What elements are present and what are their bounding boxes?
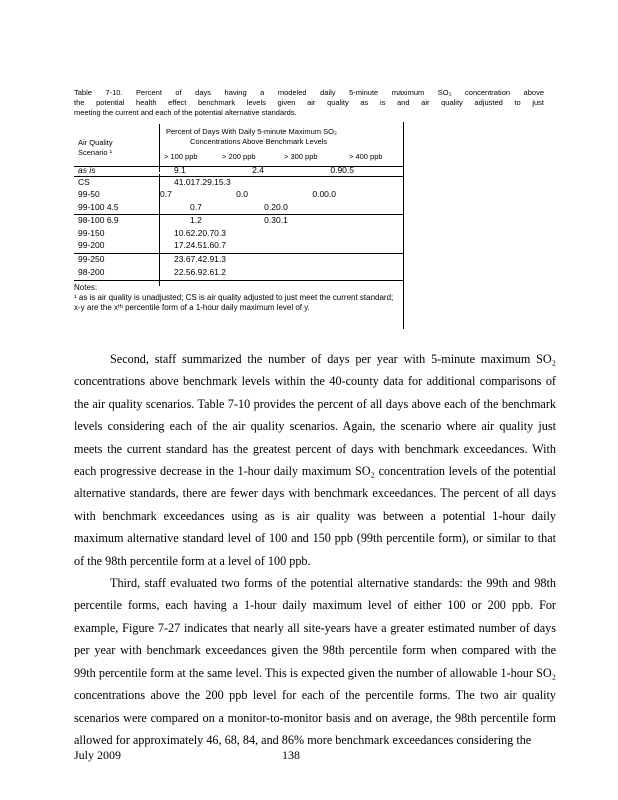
row-values: 10.62.20.70.3 [174, 228, 226, 238]
row-values: 9.1 2.4 0.90.5 [174, 165, 354, 175]
row-values: 1.2 0.30.1 [190, 215, 288, 225]
row-scenario: 99-150 [78, 228, 105, 238]
notes-label: Notes: [74, 283, 98, 292]
paragraph: Second, staff summarized the number of days per year with 5-minute maximum SO₂ concentrations above benchmark levels within the 40-county data for additional comparisons of the air quality scenarios. Table 7-10 provides the percent of all days above each of the benchmark levels considering each of the air quality scenarios. Again, the scenario where air quality just meets the current standard has the greatest percent of days with benchmark exceedances. With each progressive decrease in the 1-hour daily maximum SO₂ concentration levels of the potential alternative standards, there are fewer days with benchmark exceedances. The percent of all days with benchmark exceedances using as is air quality was between a potential 1-hour daily maximum alternative standard level of 100 and 150 ppb (99th percentile form), or similar to that of the 98th percentile form at a level of 100 ppb. [74, 352, 556, 568]
caption-line-1: Table 7-10. Percent of days having a modeled daily 5-minute maximum SO₂ concentration above [74, 88, 544, 97]
row-values: 23.67.42.91.3 [174, 254, 226, 264]
col-header-400: > 400 ppb [349, 152, 383, 161]
table-column-divider [159, 124, 160, 172]
row-values: 0.7 0.0 0.00.0 [160, 189, 336, 199]
row-values: 41.017.29.15.3 [174, 177, 231, 187]
row-scenario: 99-50 [78, 189, 100, 199]
row-scenario: 99-100 4.5 [78, 202, 119, 212]
row-scenario: 99-250 [78, 254, 105, 264]
row-values: 17.24.51.60.7 [174, 240, 226, 250]
body-text [74, 348, 556, 751]
row-values: 0.7 0.20.0 [190, 202, 288, 212]
caption-line-2: the potential health effect benchmark levels given air quality as is and air quality adjusted to just [74, 98, 544, 107]
row-scenario: CS [78, 177, 90, 187]
col-header-300: > 300 ppb [284, 152, 318, 161]
col-header-100: > 100 ppb [164, 152, 198, 161]
row-scenario: 99-200 [78, 240, 105, 250]
header-percent-days: Percent of Days With Daily 5-minute Maximum SO₂ Concentrations Above Benchmark Levels [166, 127, 337, 146]
table-caption [74, 88, 544, 118]
col-header-200: > 200 ppb [222, 152, 256, 161]
row-scenario: 98-200 [78, 267, 105, 277]
table-notes [74, 283, 399, 313]
header-scenario: Air Quality Scenario ¹ [78, 138, 113, 157]
row-rule [74, 176, 403, 177]
table-bottom-rule [74, 280, 403, 281]
paragraph: Third, staff evaluated two forms of the potential alternative standards: the 99th and 98th percentile forms, each having a 1-hour daily maximum level of either 100 or 200 ppb. For example, Figure 7-27 indicates that nearly all site-years have a greater estimated number of days per year with benchmark exceedances given the 98th percentile form when compared with the 99th percentile form at the same level. This is expected given the number of allowable 1-hour SO₂ concentrations above the 200 ppb level for each of the percentile forms. The two air quality scenarios were compared on a monitor-to-monitor basis and on average, the 98th percentile form allowed for approximately 46, 68, 84, and 86% more benchmark exceedances considering the [74, 576, 556, 747]
row-scenario: as is [78, 165, 96, 175]
row-values: 22.56.92.61.2 [174, 267, 226, 277]
footer-date: July 2009 [74, 748, 122, 762]
table-right-border [403, 122, 404, 329]
row-rule [74, 253, 403, 254]
notes-text: ¹ as is air quality is unadjusted; CS is air quality adjusted to just meet the current standard; x-y are the xᵗʰ percentile form of a 1-hour daily maximum level of y. [74, 293, 394, 312]
footer-page-number: 138 [282, 748, 300, 762]
caption-line-3: meeting the current and each of the potential alternative standards. [74, 108, 297, 117]
row-scenario: 98-100 6.9 [78, 215, 119, 225]
